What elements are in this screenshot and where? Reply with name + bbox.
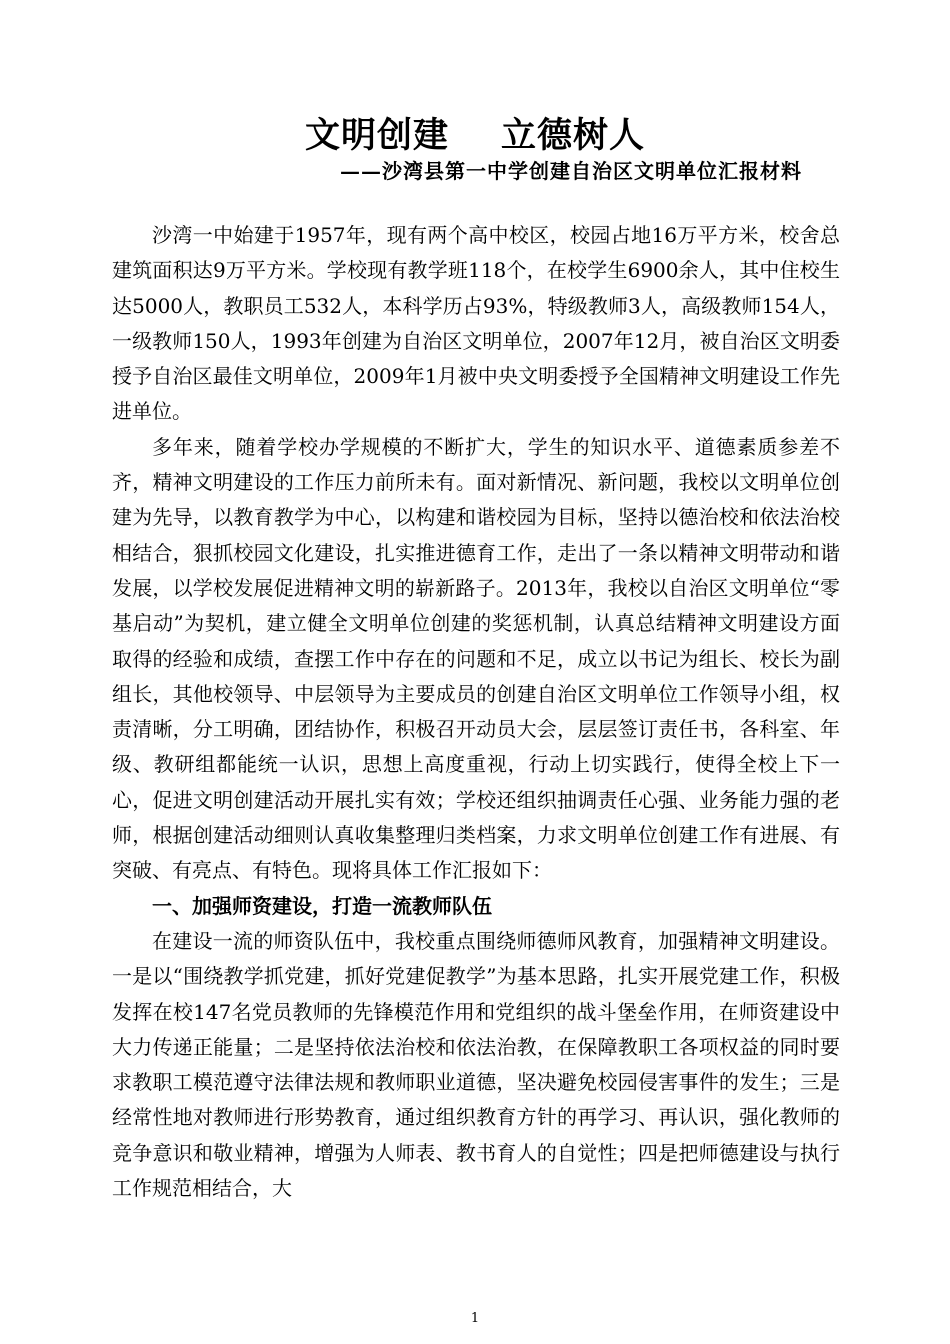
page-title <box>0 112 950 160</box>
paragraph-2: 多年来，随着学校办学规模的不断扩大，学生的知识水平、道德素质参差不齐，精神文明建设的工作压力前所未有。面对新情况、新问题，我校以文明单位创建为先导，以教育教学为中心，以构建和谐校园为目标，坚持以德治校和依法治校相结合，狠抓校园文化建设，扎实推进德育工作，走出了一条以精神文明带动和谐发展，以学校发展促进精神文明的崭新路子。2013年，我校以自治区文明单位“零基启动”为契机，建立健全文明单位创建的奖惩机制，认真总结精神文明建设方面取得的经验和成绩，查摆工作中存在的问题和不足，成立以书记为组长、校长为副组长，其他校领导、中层领导为主要成员的创建自治区文明单位工作领导小组，权责清晰，分工明确，团结协作，积极召开动员大会，层层签订责任书，各科室、年级、教研组都能统一认识，思想上高度重视，行动上切实践行，使得全校上下一心，促进文明创建活动开展扎实有效；学校还组织抽调责任心强、业务能力强的老师，根据创建活动细则认真收集整理归类档案，力求文明单位创建工作有进展、有突破、有亮点、有特色。现将具体工作汇报如下： <box>112 434 840 883</box>
document-body <box>112 218 840 1206</box>
paragraph-1: 沙湾一中始建于1957年，现有两个高中校区，校园占地16万平方米，校舍总建筑面积达9万平方米。学校现有教学班118个，在校学生6900余人，其中住校生达5000人，教职员工532人，本科学历占93%，特级教师3人，高级教师154人，一级教师150人，1993年创建为自治区文明单位，2007年12月，被自治区文明委授予自治区最佳文明单位，2009年1月被中央文明委授予全国精神文明建设工作先进单位。 <box>112 223 840 424</box>
title-left: 文明创建 <box>304 115 449 156</box>
title-right: 立德树人 <box>501 115 646 156</box>
page-number: 1 <box>470 1311 480 1326</box>
page-subtitle: ——沙湾县第一中学创建自治区文明单位汇报材料 <box>340 159 802 183</box>
paragraph-3: 在建设一流的师资队伍中，我校重点围绕师德师风教育，加强精神文明建设。一是以“围绕教学抓党建，抓好党建促教学”为基本思路，扎实开展党建工作，积极发挥在校147名党员教师的先锋模范作用和党组织的战斗堡垒作用，在师资建设中大力传递正能量；二是坚持依法治校和依法治教，在保障教职工各项权益的同时要求教职工模范遵守法律法规和教师职业道德，坚决避免校园侵害事件的发生；三是经常性地对教师进行形势教育，通过组织教育方针的再学习、再认识，强化教师的竞争意识和敬业精神，增强为人师表、教书育人的自觉性；四是把师德建设与执行工作规范相结合，大 <box>112 928 840 1201</box>
section-heading: 一、加强师资建设，打造一流教师队伍 <box>152 893 492 918</box>
